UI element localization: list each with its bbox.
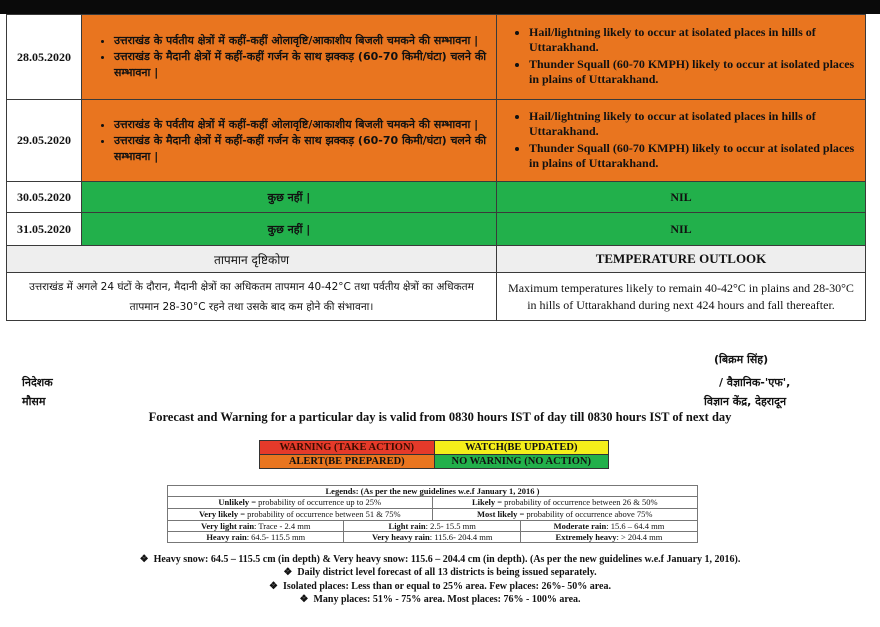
- hindi-forecast-cell: [82, 100, 497, 182]
- legend-desc: = probability of occurrence between 51 & 75%: [238, 509, 401, 519]
- list-item: • Thunder Squall (60-70 KMPH) likely to occur at isolated places in plains of Uttarakhand.: [529, 57, 865, 87]
- table-row: [7, 273, 866, 321]
- legend-desc: : Trace - 2.4 mm: [254, 521, 311, 531]
- list-item: • उत्तराखंड के पर्वतीय क्षेत्रों में कहीं-कहीं ओलावृष्टि/आकाशीय बिजली चमकने की सम्भावना |: [114, 33, 496, 49]
- legend-term: Extremely heavy: [555, 532, 617, 542]
- no-warning-cell: NO WARNING (NO ACTION): [434, 455, 609, 469]
- table-row: [7, 15, 866, 100]
- date-cell: 31.05.2020: [7, 213, 82, 246]
- hindi-nil-cell: कुछ नहीं |: [82, 213, 497, 246]
- legend-desc: : 115.6- 204.4 mm: [429, 532, 493, 542]
- signatory-name: (बिक्रम सिंह): [714, 353, 769, 366]
- note-line: [0, 593, 880, 607]
- legend-desc: = probability of occurrence above 75%: [517, 509, 653, 519]
- list-item: • Hail/lightning likely to occur at isolated places in hills of Uttarakhand.: [529, 25, 865, 55]
- table-row: [7, 213, 866, 246]
- english-forecast-cell: [497, 15, 866, 100]
- legend-term: Very likely: [198, 509, 239, 519]
- director-label: निदेशक: [22, 376, 53, 389]
- note-text: Many places: 51% - 75% area. Most places: 76% - 100% area.: [313, 594, 581, 605]
- weather-label: मौसम: [22, 395, 46, 408]
- english-nil-cell: NIL: [497, 213, 866, 246]
- signatory-designation: / वैज्ञानिक-'एफ',: [719, 376, 791, 389]
- legend-table: [167, 485, 698, 543]
- note-text: Isolated places: Less than or equal to 25% area. Few places: 26%- 50% area.: [282, 581, 611, 592]
- list-item: • उत्तराखंड के पर्वतीय क्षेत्रों में कहीं-कहीं ओलावृष्टि/आकाशीय बिजली चमकने की सम्भावना |: [114, 117, 496, 133]
- note-text: Heavy snow: 64.5 – 115.5 cm (in depth) & Very heavy snow: 115.6 – 204.4 cm (in depth). (As per the new guidelines w.e.f January 1, 2016).: [153, 554, 741, 565]
- english-forecast-cell: [497, 100, 866, 182]
- validity-note: Forecast and Warning for a particular day is valid from 0830 hours IST of day till 0830 hours IST of next day: [148, 410, 732, 424]
- temperature-header-hindi: तापमान दृष्टिकोण: [7, 246, 497, 273]
- list-item: • उत्तराखंड के मैदानी क्षेत्रों में कहीं-कहीं गर्जन के साथ झक्कड़ (60-70 किमी/घंटा) चलने की सम्भावना |: [114, 49, 496, 81]
- hindi-forecast-cell: [82, 15, 497, 100]
- bullet-icon: ❖: [283, 567, 293, 578]
- legend-term: Most likely: [477, 509, 518, 519]
- legend-desc: : 64.5- 115.5 mm: [246, 532, 306, 542]
- legend-desc: = probability of occurrence up to 25%: [249, 497, 382, 507]
- legend-term: Very light rain: [201, 521, 255, 531]
- legend-term: Moderate rain: [553, 521, 607, 531]
- temperature-text-english: Maximum temperatures likely to remain 40-42°C in plains and 28-30°C in hills of Uttarakhand during next 424 hours and fall thereafter.: [497, 273, 866, 321]
- legend-title: Legends: (As per the new guidelines w.e.f January 1, 2016 ): [168, 486, 698, 497]
- legend-desc: : > 204.4 mm: [616, 532, 663, 542]
- legend-desc: : 2.5- 15.5 mm: [425, 521, 476, 531]
- legend-term: Unlikely: [218, 497, 250, 507]
- note-text: Daily district level forecast of all 13 districts is being issued separately.: [297, 567, 597, 578]
- signatory-office: विज्ञान केंद्र, देहरादून: [704, 395, 787, 408]
- note-line: [0, 553, 880, 567]
- alert-cell: ALERT(BE PREPARED): [260, 455, 435, 469]
- list-item: • उत्तराखंड के मैदानी क्षेत्रों में कहीं-कहीं गर्जन के साथ झक्कड़ (60-70 किमी/घंटा) चलने की सम्भावना |: [114, 133, 496, 165]
- watch-cell: WATCH(BE UPDATED): [434, 441, 609, 455]
- list-item: • Thunder Squall (60-70 KMPH) likely to occur at isolated places in plains of Uttarakhand.: [529, 141, 865, 171]
- top-black-bar: [0, 0, 880, 14]
- temperature-header-english: TEMPERATURE OUTLOOK: [497, 246, 866, 273]
- warning-cell: WARNING (TAKE ACTION): [260, 441, 435, 455]
- table-row: [7, 182, 866, 213]
- temperature-text-hindi: उत्तराखंड में अगले 24 घंटों के दौरान, मैदानी क्षेत्रों का अधिकतम तापमान 40-42°C तथा पर्वतीय क्षेत्रों का अधिकतम तापमान 28-30°C रहने तथा उसके बाद कम होने की संभावना।: [7, 273, 497, 321]
- table-row: [7, 246, 866, 273]
- legend-term: Heavy rain: [206, 532, 247, 542]
- color-code-table: [259, 440, 609, 469]
- note-line: [0, 566, 880, 580]
- date-cell: 29.05.2020: [7, 100, 82, 182]
- legend-term: Light rain: [388, 521, 426, 531]
- legend-desc: : 15.6 – 64.4 mm: [606, 521, 665, 531]
- date-cell: 30.05.2020: [7, 182, 82, 213]
- table-row: [7, 100, 866, 182]
- legend-term: Likely: [471, 497, 496, 507]
- list-item: • Hail/lightning likely to occur at isolated places in hills of Uttarakhand.: [529, 109, 865, 139]
- english-nil-cell: NIL: [497, 182, 866, 213]
- hindi-nil-cell: कुछ नहीं |: [82, 182, 497, 213]
- bullet-icon: ❖: [268, 581, 278, 592]
- date-cell: 28.05.2020: [7, 15, 82, 100]
- forecast-table: [6, 14, 866, 321]
- legend-term: Very heavy rain: [371, 532, 430, 542]
- bullet-icon: ❖: [299, 594, 309, 605]
- note-line: [0, 580, 880, 594]
- bullet-icon: ❖: [139, 554, 149, 565]
- legend-desc: = probability of occurrence between 26 & 50%: [495, 497, 658, 507]
